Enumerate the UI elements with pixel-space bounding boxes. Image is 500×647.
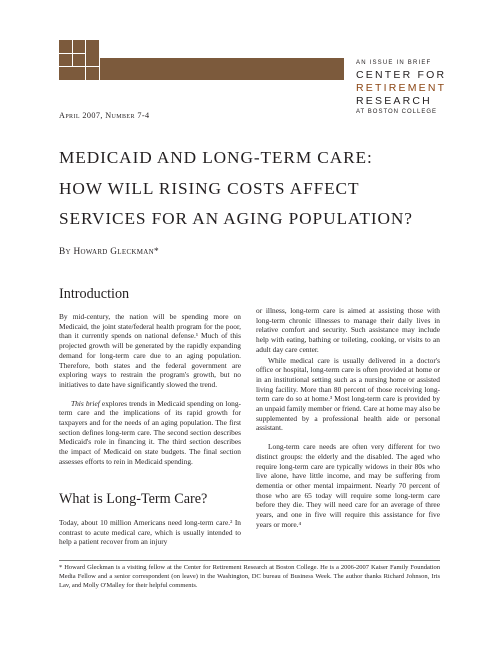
crr-logo-mark [59,40,99,80]
ltc-paragraph-1: Today, about 10 million Americans need long-term care.² In contrast to acute medical care, which is usually intended to help a patient recover from an injury [59,518,241,547]
ltc-paragraph-2: While medical care is usually delivered in a doctor's office or hospital, long-term care is often provided at home or in an institutional setting such as a nursing home or assisted living facility. More than 80 percent of those receiving long-term care do so at home.³ Most long-term care is provided by an unpaid family member or friend. Care at home may also be supplemented by a professional health aide or personal assistant. [256,355,440,433]
introduction-text [59,312,241,467]
page-title [59,143,459,235]
issue-date: April 2007, Number 7-4 [59,111,150,120]
intro-paragraph-2 [59,399,241,467]
brand-line-center-for: CENTER FOR [356,69,447,81]
author-footnote: * Howard Gleckman is a visiting fellow at the Center for Retirement Research at Boston College. He is a 2006-2007 Kaiser Family Foundation Media Fellow and a senior correspondent (on leave) in the Washington, DC bureau of Business Week. The author thanks Richard Johnson, Iris Lav, and Molly O'Malley for their helpful comments. [59,564,440,589]
byline: By Howard Gleckman* [59,247,159,257]
introduction-heading: Introduction [59,286,130,302]
ltc-paragraph-1-cont: or illness, long-term care is aimed at assisting those with long-term chronic illnesses to manage their daily lives in relative comfort and security. Such assistance may include help with eating, bathing or toileting, cooking, or visits to an adult day care center. [256,306,440,354]
intro-paragraph-1: By mid-century, the nation will be spending more on Medicaid, the joint state/federal health program for the poor, than it currently spends on national defense.¹ Much of this projected growth will be generated by the rapidly expanding demand for long-term care due to an aging population. Therefore, both states and the federal government are exploring ways to restrain the program's growth, but no initiatives to date have significantly slowed the trend. [59,312,241,389]
brief-italic: This brief [71,398,100,408]
center-brand [356,60,466,116]
title-line-1: MEDICAID AND LONG-TERM CARE: [59,148,373,167]
brand-kicker: AN ISSUE IN BRIEF [356,60,432,66]
brand-line-research: RESEARCH [356,95,432,107]
intro-paragraph-2-rest: explores trends in Medicaid spending on long-term care and the implications of its rapid growth for taxpayers and for the needs of an aging population. The first section defines long-term care. The second section describes Medicaid's role in financing it. The third section describes the impact of Medicaid on state budgets. The final section assesses efforts to rein in Medicaid spending. [59,398,241,466]
title-line-3: SERVICES FOR AN AGING POPULATION? [59,209,413,228]
ltc-text-left [59,518,241,547]
brand-line-boston-college: AT BOSTON COLLEGE [356,109,438,115]
what-is-ltc-heading: What is Long-Term Care? [59,491,208,507]
title-line-2: HOW WILL RISING COSTS AFFECT [59,178,360,198]
header-bar [100,58,344,80]
footnote-divider [59,560,440,561]
ltc-text-right [256,306,440,529]
ltc-paragraph-3: Long-term care needs are often very different for two distinct groups: the elderly and the disabled. The aged who require long-term care are typically widows in their 80s who live alone, have little income, and may be suffering from dementia or other mental impairment. Nearly 70 percent of those who are 65 today will require some long-term care before they die. They will need care for an average of three years, and one in five will require this assistance for five years or more.⁴ [256,442,440,529]
brand-line-retirement: RETIREMENT [356,82,447,94]
